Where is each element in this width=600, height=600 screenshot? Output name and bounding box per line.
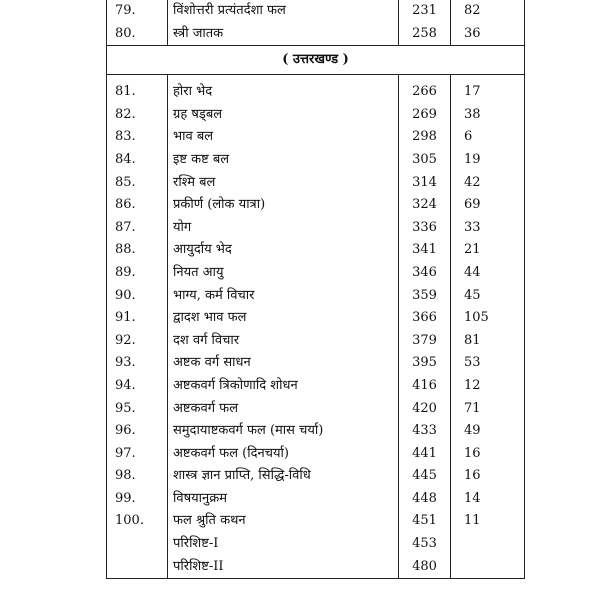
contents-row: [107, 330, 525, 353]
chapter-number: 85.: [107, 172, 168, 195]
contents-row: [107, 239, 525, 262]
contents-row: [107, 510, 525, 533]
verse-count: 38: [451, 104, 525, 127]
verse-count: 53: [451, 352, 525, 375]
page-number: 266: [399, 81, 451, 104]
contents-row: [107, 149, 525, 172]
chapter-number: 81.: [107, 81, 168, 104]
page-number: 336: [399, 217, 451, 240]
page-number: 269: [399, 104, 451, 127]
page-number: 448: [399, 488, 451, 511]
page-number: 480: [399, 556, 451, 579]
contents-table: [106, 0, 525, 579]
chapter-number: 100.: [107, 510, 168, 533]
chapter-title: समुदायाष्टकवर्ग फल (मास चर्या): [168, 420, 399, 443]
contents-row: [107, 104, 525, 127]
verse-count: 49: [451, 420, 525, 443]
contents-row: [107, 398, 525, 421]
verse-count: 17: [451, 81, 525, 104]
chapter-title: योग: [168, 217, 399, 240]
chapter-number: 83.: [107, 126, 168, 149]
verse-count: 6: [451, 126, 525, 149]
verse-count: 69: [451, 194, 525, 217]
contents-row: [107, 0, 525, 23]
chapter-title: नियत आयु: [168, 262, 399, 285]
page-number: 453: [399, 533, 451, 556]
chapter-number: [107, 533, 168, 556]
page-number: 445: [399, 465, 451, 488]
section-header-row: [107, 46, 525, 75]
page-number: 420: [399, 398, 451, 421]
contents-row: [107, 262, 525, 285]
chapter-number: 87.: [107, 217, 168, 240]
chapter-title: अष्टकवर्ग त्रिकोणादि शोधन: [168, 375, 399, 398]
contents-row: [107, 420, 525, 443]
contents-rows-top: [107, 0, 525, 46]
page-number: 379: [399, 330, 451, 353]
contents-row: [107, 465, 525, 488]
verse-count: 12: [451, 375, 525, 398]
section-header-group: [107, 46, 525, 82]
verse-count: 45: [451, 285, 525, 308]
verse-count: 19: [451, 149, 525, 172]
chapter-title: विषयानुक्रम: [168, 488, 399, 511]
page-number: 366: [399, 307, 451, 330]
chapter-title: अष्टकवर्ग फल (दिनचर्या): [168, 443, 399, 466]
verse-count: 82: [451, 0, 525, 23]
section-title: ( उत्तरखण्ड ): [107, 46, 525, 75]
page-number: 341: [399, 239, 451, 262]
chapter-number: 90.: [107, 285, 168, 308]
chapter-title: भाव बल: [168, 126, 399, 149]
chapter-number: 92.: [107, 330, 168, 353]
chapter-number: 79.: [107, 0, 168, 23]
verse-count: 81: [451, 330, 525, 353]
verse-count: 16: [451, 443, 525, 466]
page-number: 451: [399, 510, 451, 533]
chapter-title: प्रकीर्ण (लोक यात्रा): [168, 194, 399, 217]
page-number: 305: [399, 149, 451, 172]
page-number: 314: [399, 172, 451, 195]
page-number: 416: [399, 375, 451, 398]
contents-row: [107, 23, 525, 46]
chapter-title: अष्टकवर्ग फल: [168, 398, 399, 421]
contents-row: [107, 488, 525, 511]
page-number: 346: [399, 262, 451, 285]
chapter-title: अष्टक वर्ग साधन: [168, 352, 399, 375]
chapter-title: द्वादश भाव फल: [168, 307, 399, 330]
chapter-title: दश वर्ग विचार: [168, 330, 399, 353]
chapter-title: विंशोत्तरी प्रत्यंतर्दशा फल: [168, 0, 399, 23]
chapter-number: 97.: [107, 443, 168, 466]
verse-count: 21: [451, 239, 525, 262]
verse-count: 42: [451, 172, 525, 195]
chapter-title: ग्रह षड्बल: [168, 104, 399, 127]
chapter-title: परिशिष्ट-I: [168, 533, 399, 556]
chapter-number: 95.: [107, 398, 168, 421]
contents-row: [107, 443, 525, 466]
contents-rows-bottom: [107, 81, 525, 579]
chapter-title: इष्ट कष्ट बल: [168, 149, 399, 172]
page-number: 441: [399, 443, 451, 466]
chapter-title: फल श्रुति कथन: [168, 510, 399, 533]
page-number: 395: [399, 352, 451, 375]
verse-count: [451, 533, 525, 556]
contents-row: [107, 172, 525, 195]
chapter-number: [107, 556, 168, 579]
chapter-title: आयुर्दाय भेद: [168, 239, 399, 262]
chapter-number: 91.: [107, 307, 168, 330]
verse-count: 44: [451, 262, 525, 285]
chapter-number: 80.: [107, 23, 168, 46]
verse-count: 33: [451, 217, 525, 240]
verse-count: [451, 556, 525, 579]
contents-row: [107, 352, 525, 375]
chapter-title: होरा भेद: [168, 81, 399, 104]
page-number: 231: [399, 0, 451, 23]
chapter-number: 84.: [107, 149, 168, 172]
verse-count: 14: [451, 488, 525, 511]
verse-count: 11: [451, 510, 525, 533]
page-number: 258: [399, 23, 451, 46]
contents-row: [107, 126, 525, 149]
chapter-number: 96.: [107, 420, 168, 443]
verse-count: 36: [451, 23, 525, 46]
chapter-number: 86.: [107, 194, 168, 217]
chapter-title: परिशिष्ट-II: [168, 556, 399, 579]
contents-row: [107, 556, 525, 579]
contents-row: [107, 217, 525, 240]
contents-row: [107, 194, 525, 217]
verse-count: 71: [451, 398, 525, 421]
chapter-number: 88.: [107, 239, 168, 262]
page-number: 433: [399, 420, 451, 443]
contents-row: [107, 81, 525, 104]
chapter-title: भाग्य, कर्म विचार: [168, 285, 399, 308]
chapter-title: स्त्री जातक: [168, 23, 399, 46]
contents-row: [107, 533, 525, 556]
chapter-title: रश्मि बल: [168, 172, 399, 195]
chapter-number: 94.: [107, 375, 168, 398]
chapter-title: शास्त्र ज्ञान प्राप्ति, सिद्धि-विधि: [168, 465, 399, 488]
chapter-number: 89.: [107, 262, 168, 285]
page-number: 298: [399, 126, 451, 149]
chapter-number: 98.: [107, 465, 168, 488]
chapter-number: 82.: [107, 104, 168, 127]
verse-count: 105: [451, 307, 525, 330]
verse-count: 16: [451, 465, 525, 488]
chapter-number: 93.: [107, 352, 168, 375]
contents-row: [107, 375, 525, 398]
contents-row: [107, 307, 525, 330]
page-number: 324: [399, 194, 451, 217]
contents-row: [107, 285, 525, 308]
page-number: 359: [399, 285, 451, 308]
chapter-number: 99.: [107, 488, 168, 511]
